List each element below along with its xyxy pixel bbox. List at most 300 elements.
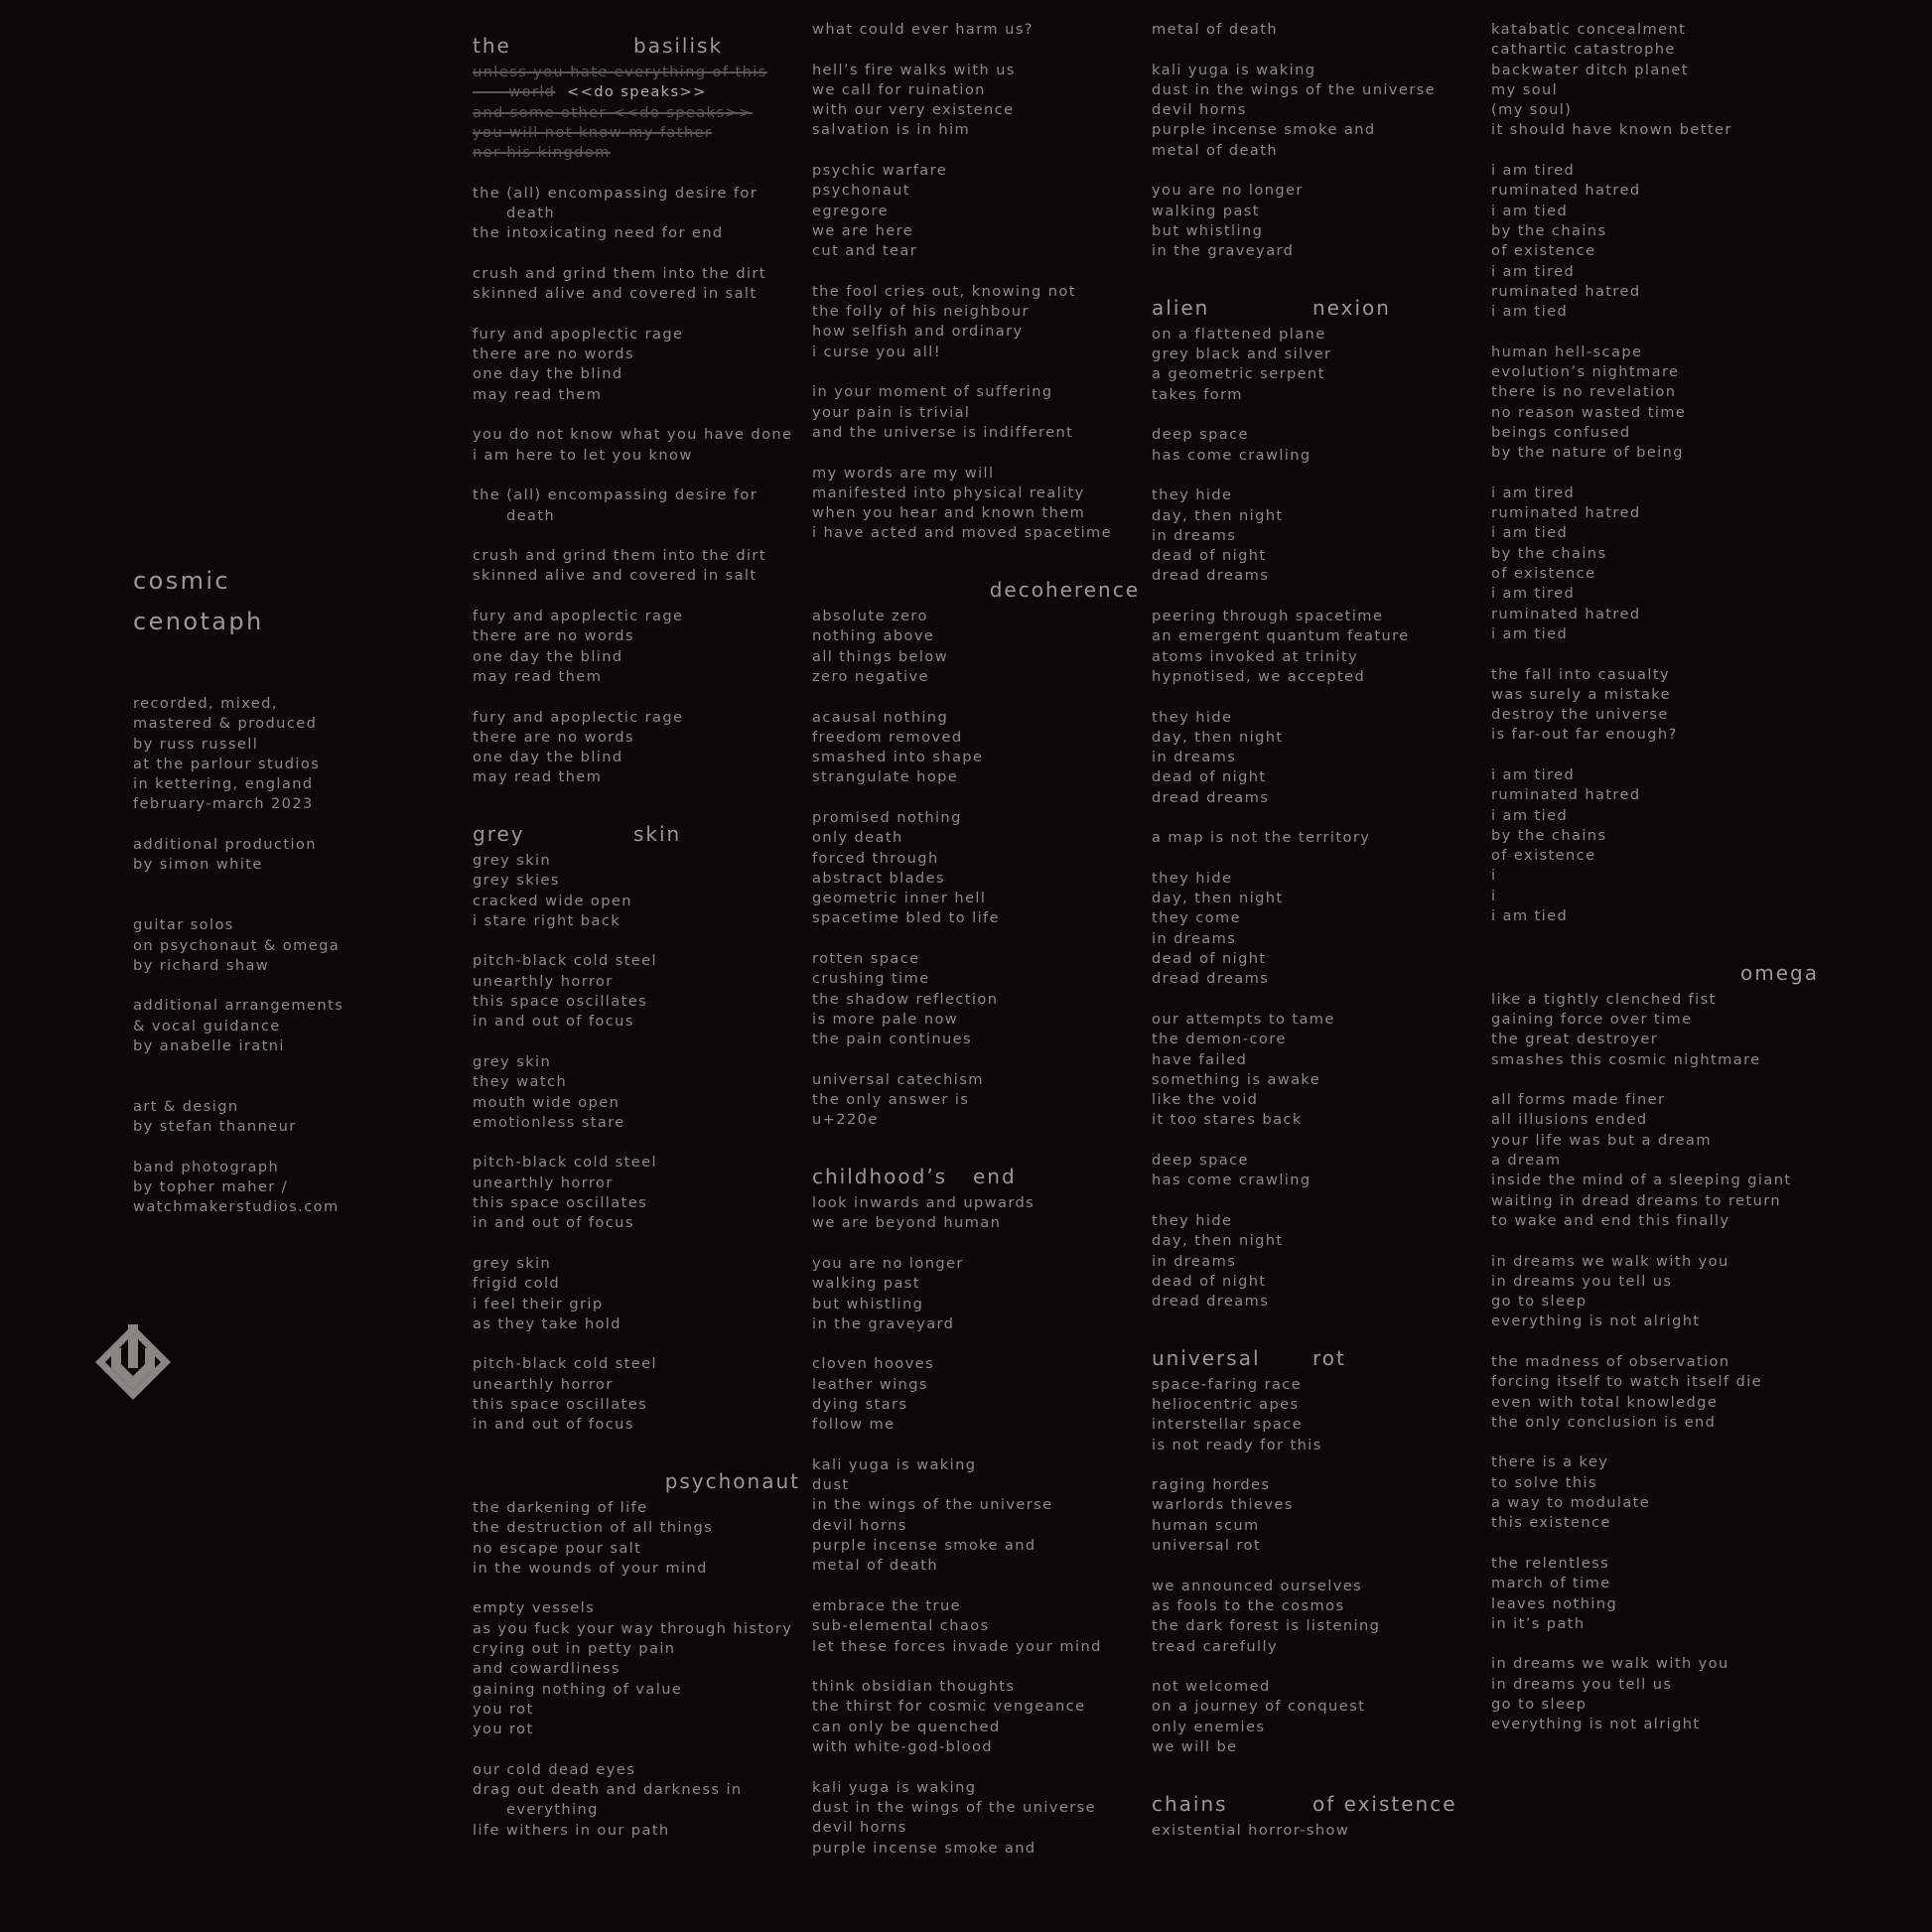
lyric-line: to wake and end this finally <box>1491 1211 1730 1229</box>
lyric-line: you are no longer <box>1152 182 1304 200</box>
lyric-line: day, then night <box>1152 506 1284 524</box>
lyric-line: you rot <box>473 1700 534 1718</box>
lyric-line: i curse you all! <box>812 343 941 360</box>
lyric-line: human scum <box>1152 1516 1260 1534</box>
stanza-break <box>812 544 1140 564</box>
credits <box>133 694 391 1218</box>
lyric-line: i am tied <box>1491 524 1569 542</box>
stanza-break <box>812 1757 1140 1777</box>
lyric-line: only death <box>812 829 903 847</box>
stanza-break <box>1152 1131 1479 1151</box>
stanza-break <box>1152 849 1479 869</box>
lyric-line: everything is not alright <box>1491 1716 1701 1733</box>
credit-line: band photograph <box>133 1158 280 1175</box>
lyric-line: dust in the wings of the universe <box>812 1798 1096 1816</box>
lyric-line: the thirst for cosmic vengeance <box>812 1698 1086 1716</box>
lyric-line: in and out of focus <box>473 1214 634 1232</box>
lyric-line: in dreams <box>1152 749 1237 766</box>
lyric-line: ruminated hatred <box>1491 605 1641 622</box>
stanza-break <box>1152 990 1479 1010</box>
lyric-line: emotionless stare <box>473 1113 625 1131</box>
stanza-break <box>473 1133 800 1153</box>
credit-line: mastered & produced <box>133 715 318 733</box>
lyric-line: destroy the universe <box>1491 706 1669 724</box>
lyric-line: and the universe is indifferent <box>812 423 1074 441</box>
lyric-line: your life was but a dream <box>1491 1131 1712 1149</box>
lyric-line: i am tied <box>1491 202 1569 219</box>
lyric-line: grey skin <box>473 1254 552 1272</box>
stanza-break <box>1491 644 1819 664</box>
lyric-line: kali yuga is waking <box>1152 61 1316 78</box>
stanza-break <box>812 1577 1140 1596</box>
lyric-line: egregore <box>812 202 889 219</box>
lyric-line: dying stars <box>812 1396 908 1413</box>
lyric-line: unearthly horror <box>473 1375 614 1393</box>
stanza-break <box>473 788 800 808</box>
lyric-line: forced through <box>812 849 939 867</box>
credit-line: in kettering, england <box>133 775 314 793</box>
lyric-line: they hide <box>1152 486 1233 504</box>
credit-line: watchmakerstudios.com <box>133 1198 340 1216</box>
lyric-line: how selfish and ordinary <box>812 323 1024 341</box>
stanza-break <box>1152 161 1479 181</box>
lyric-line: the fall into casualty <box>1491 665 1670 683</box>
stanza-break <box>812 1131 1140 1151</box>
stanza-break <box>473 1579 800 1598</box>
lyric-line: and cowardliness <box>473 1660 621 1678</box>
lyric-line: metal of death <box>1152 21 1279 38</box>
lyric-line: this space oscillates <box>473 1194 648 1212</box>
stanza-break <box>1152 1657 1479 1677</box>
lyric-line: dust <box>812 1476 850 1494</box>
stanza-break <box>812 1334 1140 1354</box>
lyric-line: this space oscillates <box>473 993 648 1011</box>
song-title-word: of existence <box>1312 1791 1457 1816</box>
stanza-break <box>1152 1757 1479 1777</box>
credit-line: at the parlour studios <box>133 755 321 772</box>
lyric-line: is far-out far enough? <box>1491 726 1678 744</box>
lyric-line: purple incense smoke and <box>812 1537 1036 1555</box>
stanza-break <box>1152 808 1479 828</box>
lyric-line: we are beyond human <box>812 1214 1002 1232</box>
lyric-line: in it’s path <box>1491 1614 1586 1632</box>
song-title: omega <box>1740 960 1819 985</box>
struck-line: world <box>473 83 556 101</box>
lyric-line: with white-god-blood <box>812 1738 993 1756</box>
lyric-line: peering through spacetime <box>1152 608 1384 625</box>
song-title <box>1152 1778 1479 1821</box>
lyric-line: there is a key <box>1491 1453 1609 1471</box>
spacer <box>133 1138 391 1158</box>
lyric-line: the shadow reflection <box>812 990 999 1008</box>
lyric-line: gaining nothing of value <box>473 1680 683 1698</box>
stanza-break <box>1491 1231 1819 1251</box>
song-title <box>1152 282 1479 325</box>
lyric-line: in the graveyard <box>812 1314 955 1332</box>
struck-through-verse <box>473 63 800 164</box>
credit-line: by topher maher / <box>133 1178 289 1196</box>
stanza-break <box>1152 687 1479 707</box>
lyric-line: kali yuga is waking <box>812 1455 977 1473</box>
lyric-line: can only be quenched <box>812 1718 1001 1735</box>
lyric-line: we will be <box>1152 1738 1238 1756</box>
stanza-break <box>473 1033 800 1052</box>
lyric-line: we announced ourselves <box>1152 1577 1363 1594</box>
lyric-line: beings confused <box>1491 423 1631 441</box>
stanza-break <box>1152 40 1479 60</box>
lyric-line: dead of night <box>1152 547 1267 565</box>
lyric-line: as fools to the cosmos <box>1152 1596 1345 1614</box>
stanza-break <box>812 1657 1140 1677</box>
lyric-line: gaining force over time <box>1491 1010 1693 1028</box>
lyric-line: metal of death <box>1152 141 1279 159</box>
lyric-line: freedom removed <box>812 728 963 746</box>
lyric-line: go to sleep <box>1491 1293 1587 1311</box>
song-title <box>473 808 800 851</box>
lyric-line: spacetime bled to life <box>812 909 1000 927</box>
lyric-line: an emergent quantum feature <box>1152 627 1410 645</box>
lyric-line: dead of night <box>1152 1272 1267 1290</box>
lyric-line: leather wings <box>812 1375 928 1393</box>
lyric-line: what could ever harm us? <box>812 21 1034 38</box>
stanza-break <box>473 244 800 264</box>
lyric-line: dead of night <box>1152 768 1267 786</box>
lyric-line: a dream <box>1491 1152 1562 1170</box>
lyric-line: it should have known better <box>1491 121 1732 139</box>
lyric-line: day, then night <box>1152 1232 1284 1250</box>
lyric-line: they watch <box>473 1073 568 1091</box>
lyric-line: dead of night <box>1152 950 1267 968</box>
stanza-break <box>1491 1070 1819 1090</box>
lyric-line: the pain continues <box>812 1031 972 1048</box>
song-title <box>473 20 800 63</box>
lyric-line: to solve this <box>1491 1473 1597 1491</box>
lyric-line: grey skies <box>473 872 560 890</box>
stanza-break <box>812 687 1140 707</box>
lyric-line: by the chains <box>1491 826 1607 844</box>
lyric-line: one day the blind <box>473 749 623 766</box>
spacer <box>133 1077 391 1097</box>
album-title-line1: cosmic <box>133 567 231 595</box>
lyric-line: pitch-black cold steel <box>473 1355 658 1373</box>
lyric-line: our cold dead eyes <box>473 1760 636 1778</box>
lyric-line: they hide <box>1152 1211 1233 1229</box>
credit-line: by russ russell <box>133 735 259 753</box>
stanza-break <box>812 788 1140 808</box>
lyric-line: the folly of his neighbour <box>812 303 1030 321</box>
lyric-line: you rot <box>473 1721 534 1738</box>
lyric-line: fury and apoplectic rage <box>473 325 684 343</box>
lyric-line: empty vessels <box>473 1599 596 1617</box>
lyric-line: walking past <box>812 1275 920 1293</box>
lyric-line: let these forces invade your mind <box>812 1637 1102 1655</box>
stanza-break <box>1152 1455 1479 1475</box>
lyric-line: by the nature of being <box>1491 444 1684 462</box>
lyric-line: deep space <box>1152 1152 1249 1170</box>
lyric-line: no escape pour salt <box>473 1539 642 1557</box>
lyric-line: by the chains <box>1491 221 1607 239</box>
lyric-line: they hide <box>1152 708 1233 726</box>
lyric-line: i stare right back <box>473 911 621 929</box>
stanza-break <box>473 164 800 184</box>
lyric-line: pitch-black cold steel <box>473 1154 658 1172</box>
lyric-line: this existence <box>1491 1514 1611 1532</box>
lyrics-column-4 <box>1491 20 1819 1735</box>
lyric-line: i feel their grip <box>473 1295 604 1312</box>
lyric-line: there are no words <box>473 728 634 746</box>
lyric-line: we call for ruination <box>812 80 986 98</box>
lyric-line: this space oscillates <box>473 1396 648 1414</box>
lyric-line: raging hordes <box>1152 1476 1271 1494</box>
lyric-line: was surely a mistake <box>1491 685 1671 703</box>
lyric-line: all forms made finer <box>1491 1091 1666 1109</box>
lyric-line: everything is not alright <box>1491 1312 1701 1330</box>
lyric-line: my words are my will <box>812 464 995 482</box>
stanza-break <box>1491 1534 1819 1554</box>
song-title-word: universal <box>1152 1345 1261 1370</box>
stanza-break <box>1152 1556 1479 1576</box>
lyric-line: the destruction of all things <box>473 1519 714 1537</box>
lyric-line: in the wounds of your mind <box>473 1559 708 1577</box>
lyric-line: hell’s fire walks with us <box>812 61 1016 78</box>
lyric-line: human hell-scape <box>1491 343 1643 360</box>
lyric-line: one day the blind <box>473 365 623 383</box>
lyric-line: in dreams <box>1152 526 1237 544</box>
struck-line: and some other <<do speaks>> <box>473 103 753 121</box>
lyric-line: dust in the wings of the universe <box>1152 80 1436 98</box>
lyric-line: dread dreams <box>1152 788 1270 806</box>
stanza-break <box>812 362 1140 382</box>
lyric-line: is more pale now <box>812 1010 959 1028</box>
lyric-line: inside the mind of a sleeping giant <box>1491 1172 1792 1189</box>
stanza-break <box>812 1436 1140 1455</box>
stanza-break <box>1491 1433 1819 1452</box>
lyric-line: is not ready for this <box>1152 1436 1322 1453</box>
stanza-break <box>1152 262 1479 282</box>
lyric-line: absolute zero <box>812 608 928 625</box>
lyric-line: the demon-core <box>1152 1031 1287 1048</box>
lyric-line: may read them <box>473 667 603 685</box>
credit-line: additional production <box>133 836 317 854</box>
lyric-line: of existence <box>1491 847 1596 865</box>
lyric-line: embrace the true <box>812 1596 961 1614</box>
lyric-line: (my soul) <box>1491 101 1573 119</box>
lyric-line: takes form <box>1152 385 1243 403</box>
lyric-line: fury and apoplectic rage <box>473 608 684 625</box>
lyric-line: dread dreams <box>1152 567 1270 585</box>
lyric-line: kali yuga is waking <box>812 1778 977 1796</box>
lyric-line: a way to modulate <box>1491 1494 1651 1512</box>
stanza-break <box>1491 926 1819 946</box>
stanza-break <box>473 931 800 951</box>
lyric-line: i am tired <box>1491 262 1576 280</box>
song-title-word: childhood’s <box>812 1165 948 1189</box>
lyric-line: dread dreams <box>1152 1293 1270 1311</box>
lyric-line: the dark forest is listening <box>1152 1617 1381 1635</box>
lyric-line-continued: everything <box>506 1801 599 1819</box>
lyric-line: in dreams you tell us <box>1491 1272 1673 1290</box>
lyric-line: one day the blind <box>473 647 623 665</box>
lyric-line: of existence <box>1491 242 1596 260</box>
credit-line: recorded, mixed, <box>133 695 278 712</box>
lyric-line: salvation is in him <box>812 121 971 139</box>
lyric-line: a geometric serpent <box>1152 365 1325 383</box>
lyric-line: zero negative <box>812 667 929 685</box>
lyric-line: manifested into physical reality <box>812 483 1085 501</box>
song-title-word: the <box>473 34 511 58</box>
spacer <box>133 896 391 915</box>
lyric-line: the madness of observation <box>1491 1353 1730 1370</box>
lyric-line: it too stares back <box>1152 1111 1303 1129</box>
stanza-break <box>1152 466 1479 485</box>
lyric-line: in dreams we walk with you <box>1491 1655 1729 1673</box>
stanza-break <box>1491 464 1819 483</box>
lyric-line: fury and apoplectic rage <box>473 708 684 726</box>
lyric-line: cloven hooves <box>812 1355 935 1373</box>
lyric-line: promised nothing <box>812 808 962 826</box>
lyric-line: i <box>1491 887 1497 904</box>
lyric-line: devil horns <box>812 1516 907 1534</box>
lyric-line: purple incense smoke and <box>1152 121 1376 139</box>
lyric-line: hypnotised, we accepted <box>1152 667 1366 685</box>
lyric-line: on a journey of conquest <box>1152 1698 1366 1716</box>
lyric-line: universal rot <box>1152 1537 1261 1555</box>
lyric-line: i <box>1491 867 1497 885</box>
lyric-line: walking past <box>1152 202 1260 219</box>
lyric-line: strangulate hope <box>812 768 959 786</box>
lyric-line: think obsidian thoughts <box>812 1678 1016 1696</box>
lyric-line: may read them <box>473 385 603 403</box>
credit-line: art & design <box>133 1097 239 1115</box>
lyric-line: leaves nothing <box>1491 1594 1618 1612</box>
lyric-line: mouth wide open <box>473 1093 621 1111</box>
lyric-line: the (all) encompassing desire for <box>473 486 759 504</box>
lyric-line: the fool cries out, knowing not <box>812 282 1076 300</box>
stanza-break <box>473 587 800 607</box>
lyric-line: a map is not the territory <box>1152 829 1371 847</box>
lyric-line: there are no words <box>473 345 634 363</box>
lyric-line: atoms invoked at trinity <box>1152 647 1359 665</box>
lyric-line: psychonaut <box>812 182 910 200</box>
album-info <box>133 561 391 1218</box>
stanza-break <box>1491 141 1819 161</box>
lyric-line: forcing itself to watch itself die <box>1491 1373 1763 1391</box>
lyric-line: in and out of focus <box>473 1013 634 1031</box>
lyric-line: universal catechism <box>812 1070 984 1088</box>
lyric-line: psychic warfare <box>812 162 948 180</box>
lyric-line: cracked wide open <box>473 892 632 909</box>
lyric-line: something is awake <box>1152 1070 1321 1088</box>
credit-line: by simon white <box>133 856 263 874</box>
stanza-break <box>812 929 1140 949</box>
lyric-line: by the chains <box>1491 544 1607 562</box>
lyric-line: dread dreams <box>1152 970 1270 988</box>
lyric-line: pitch-black cold steel <box>473 952 658 970</box>
stanza-break <box>1152 1311 1479 1331</box>
lyric-line: i am tied <box>1491 907 1569 925</box>
lyric-line: i am tired <box>1491 585 1576 603</box>
lyric-line: cathartic catastrophe <box>1491 41 1676 59</box>
stanza-break <box>473 1334 800 1354</box>
lyric-line: heliocentric apes <box>1152 1396 1300 1413</box>
credit-line: on psychonaut & omega <box>133 936 341 954</box>
lyric-line: cut and tear <box>812 242 918 260</box>
lyric-line: our attempts to tame <box>1152 1010 1335 1028</box>
song-title-word: end <box>973 1165 1017 1189</box>
credit-line: february-march 2023 <box>133 795 314 813</box>
lyric-line: they come <box>1152 909 1241 927</box>
lyric-line: has come crawling <box>1152 1172 1311 1189</box>
lyric-line: only enemies <box>1152 1718 1266 1735</box>
lyric-line: there are no words <box>473 627 634 645</box>
song-title-word: alien <box>1152 295 1210 320</box>
lyric-line: evolution’s nightmare <box>1491 363 1680 381</box>
stanza-break <box>473 305 800 325</box>
song-title-word: chains <box>1152 1791 1228 1816</box>
lyric-line: smashes this cosmic nightmare <box>1491 1050 1761 1068</box>
stanza-break <box>473 1739 800 1759</box>
lyric-line: warlords thieves <box>1152 1496 1294 1514</box>
lyric-line: there is no revelation <box>1491 383 1677 401</box>
stanza-break <box>812 443 1140 463</box>
lyric-line: waiting in dread dreams to return <box>1491 1191 1782 1209</box>
stanza-break <box>1491 322 1819 342</box>
spacer <box>133 876 391 896</box>
stanza-break <box>473 526 800 546</box>
lyric-line: i am tied <box>1491 624 1569 642</box>
lyric-line: nothing above <box>812 627 935 645</box>
stanza-break <box>473 1436 800 1455</box>
lyric-line: go to sleep <box>1491 1696 1587 1714</box>
lyric-line: no reason wasted time <box>1491 403 1687 421</box>
lyric-line: the darkening of life <box>473 1498 648 1516</box>
lyric-line: you do not know what you have done <box>473 426 793 444</box>
lyric-line: acausal nothing <box>812 708 949 726</box>
lyric-line: deep space <box>1152 426 1249 444</box>
lyric-line: the (all) encompassing desire for <box>473 184 759 202</box>
stanza-break <box>1491 746 1819 765</box>
lyric-line: katabatic concealment <box>1491 21 1687 38</box>
lyric-line-continued: death <box>506 506 556 524</box>
lyric-line: existential horror-show <box>1152 1821 1350 1839</box>
lyric-line: skinned alive and covered in salt <box>473 285 758 303</box>
lyric-line: has come crawling <box>1152 446 1311 464</box>
lyric-line: have failed <box>1152 1050 1248 1068</box>
lyric-line: on a flattened plane <box>1152 325 1326 343</box>
lyric-line: even with total knowledge <box>1491 1393 1719 1411</box>
lyric-line: but whistling <box>812 1295 924 1312</box>
lyric-line: the intoxicating need for end <box>473 224 724 242</box>
lyric-line: ruminated hatred <box>1491 786 1641 804</box>
spacer <box>133 815 391 835</box>
lyric-line: ruminated hatred <box>1491 282 1641 300</box>
song-title: psychonaut <box>664 1468 800 1493</box>
stanza-break <box>812 1050 1140 1070</box>
lyric-line: follow me <box>812 1416 896 1434</box>
stanza-break <box>812 141 1140 161</box>
lyric-line: they hide <box>1152 869 1233 887</box>
lyric-line: as you fuck your way through history <box>473 1619 793 1637</box>
lyric-line: smashed into shape <box>812 749 984 766</box>
lyric-line: you are no longer <box>812 1254 964 1272</box>
lyric-line: but whistling <box>1152 221 1264 239</box>
song-title <box>812 1151 1140 1193</box>
stanza-break <box>473 687 800 707</box>
lyric-line: in dreams you tell us <box>1491 1675 1673 1693</box>
struck-line: unless you hate everything of this <box>473 64 767 80</box>
lyrics-column-2 <box>812 20 1140 1859</box>
credit-line: & vocal guidance <box>133 1017 281 1035</box>
